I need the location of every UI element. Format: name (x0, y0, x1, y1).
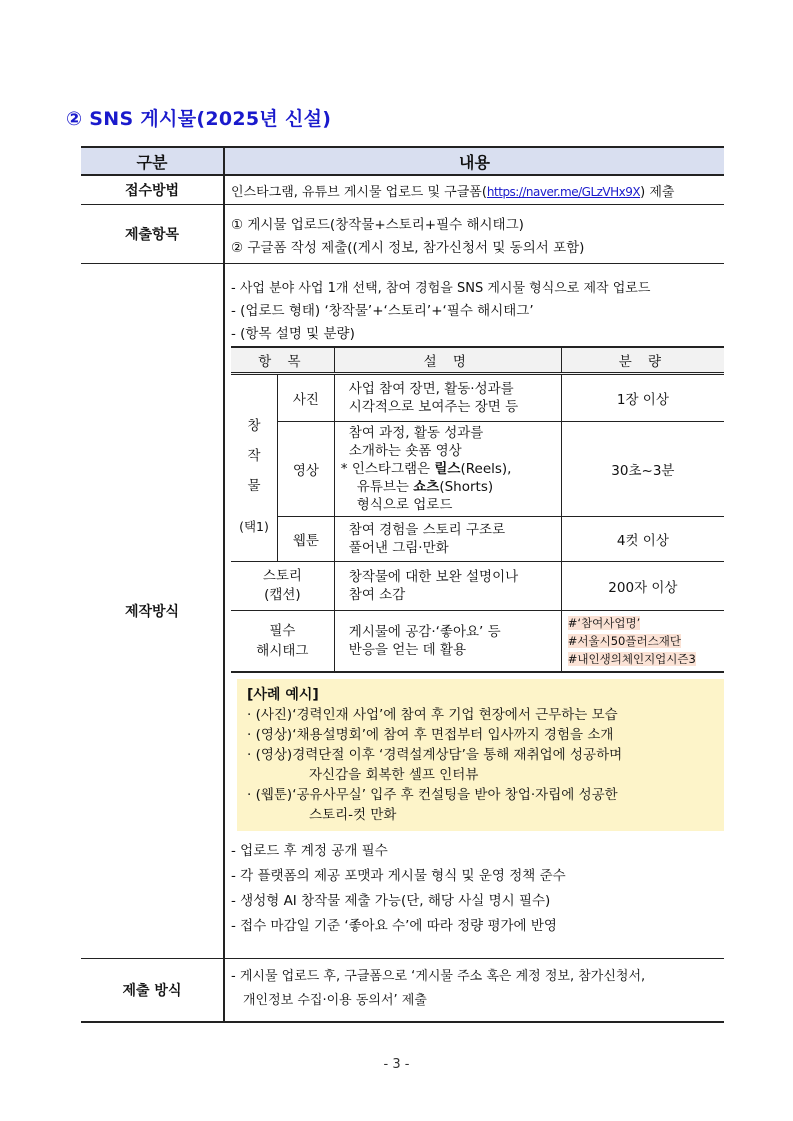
group-char: 물 (247, 478, 261, 494)
item-line: (캡션) (264, 587, 301, 603)
note-line: - 생성형 AI 창작물 제출 가능(단, 해당 사실 명시 필수) (231, 893, 551, 909)
label-submission-method: 제출 방식 (81, 959, 224, 1023)
item-video: 영상 (278, 422, 335, 517)
desc-photo (334, 374, 561, 422)
inner-row-webtoon (231, 517, 724, 562)
reception-text-end: ) 제출 (640, 184, 675, 200)
examples-title: [사례 예시] (247, 687, 319, 703)
desc-webtoon (334, 517, 561, 562)
note-text: (Shorts) (439, 479, 494, 495)
intro-line: - 사업 분야 사업 1개 선택, 참여 경험을 SNS 게시물 형식으로 제작 업로드 (231, 281, 651, 296)
desc-line: 창작물에 대한 보완 설명이나 (348, 569, 519, 585)
reception-text: 인스타그램, 유튜브 게시물 업로드 및 구글폼( (231, 184, 487, 200)
examples-box (237, 679, 724, 831)
submission-items-content (224, 205, 724, 264)
table-header-row (81, 147, 724, 175)
label-reception-method: 접수방법 (81, 175, 224, 205)
note-line: - 각 플랫폼의 제공 포맷과 게시물 형식 및 운영 정책 준수 (231, 868, 566, 884)
creation-group-label (231, 374, 278, 562)
desc-story (334, 562, 561, 611)
label-production-method: 제작방식 (81, 264, 224, 959)
item-spec-table (231, 346, 724, 673)
desc-line: 참여 과정, 활동 성과를 (348, 425, 484, 441)
note-text: * 인스타그램은 (340, 461, 435, 477)
example-item-cont: 자신감을 회복한 셀프 인터뷰 (309, 767, 479, 783)
note-line: - 접수 마감일 기준 ‘좋아요 수’에 따라 정량 평가에 반영 (231, 918, 557, 934)
row-reception-method (81, 175, 724, 205)
hashtag: #‘참여사업명’ (567, 616, 641, 630)
desc-line: 풀어낸 그림·만화 (348, 540, 449, 556)
desc-line: 참여 경험을 스토리 구조로 (348, 522, 506, 538)
submission-line: 개인정보 수집·이용 동의서’ 제출 (243, 993, 427, 1008)
section-title: ② SNS 게시물(2025년 신설) (66, 108, 332, 130)
submission-line: - 게시물 업로드 후, 구글폼으로 ‘게시물 주소 혹은 계정 정보, 참가신청서, (231, 969, 646, 984)
desc-line: 시각적으로 보여주는 장면 등 (348, 399, 519, 415)
hashtag: #내인생의체인지업시즌3 (567, 652, 696, 666)
item-photo: 사진 (278, 374, 335, 422)
example-item-cont: 스토리-컷 만화 (309, 807, 397, 823)
header-content: 내용 (224, 147, 724, 175)
example-item: · (영상)경력단절 이후 ‘경력설계상담’을 통해 재취업에 성공하며 (247, 747, 623, 763)
required-hashtags (561, 611, 724, 673)
note-line: - 업로드 후 계정 공개 필수 (231, 843, 388, 859)
item-hashtag (231, 611, 334, 673)
inner-header-row (231, 347, 724, 374)
desc-note (341, 478, 558, 496)
desc-note (341, 460, 558, 478)
inner-row-hashtag (231, 611, 724, 673)
inner-header-item: 항 목 (231, 347, 334, 374)
submission-method-content (224, 959, 724, 1023)
desc-line: 게시물에 공감·‘좋아요’ 등 (348, 624, 501, 640)
row-submission-items (81, 205, 724, 264)
intro-line: - (업로드 형태) ‘창작물’+‘스토리’+‘필수 해시태그’ (231, 303, 534, 319)
example-item: · (웹툰)‘공유사무실’ 입주 후 컨설팅을 받아 창업·자립에 성공한 (247, 787, 618, 803)
inner-header-amount: 분 량 (561, 347, 724, 374)
inner-header-desc: 설 명 (334, 347, 561, 374)
reels-bold: 릴스 (434, 461, 461, 477)
hashtag: #서울시50플러스재단 (567, 634, 681, 648)
desc-line: 참여 소감 (348, 587, 406, 603)
item-line: 해시태그 (256, 643, 309, 659)
desc-line: 소개하는 숏폼 영상 (348, 443, 462, 459)
row-submission-method (81, 959, 724, 1023)
group-char: 작 (247, 448, 261, 464)
choose-one-note: (택1) (239, 519, 269, 534)
sns-post-table (81, 146, 724, 1023)
item-line: 필수 (269, 623, 296, 639)
submission-item: ② 구글폼 작성 제출((게시 정보, 참가신청서 및 동의서 포함) (231, 239, 585, 256)
item-webtoon: 웹툰 (278, 517, 335, 562)
amount-photo: 1장 이상 (561, 374, 724, 422)
group-char: 창 (247, 418, 261, 434)
item-line: 스토리 (262, 568, 302, 584)
desc-line: 사업 참여 장면, 활동·성과를 (348, 381, 514, 397)
inner-row-story (231, 562, 724, 611)
example-item: · (영상)‘채용설명회’에 참여 후 면접부터 입사까지 경험을 소개 (247, 727, 614, 743)
production-method-content (224, 264, 724, 959)
reception-method-content (224, 175, 724, 205)
note-text: (Reels), (460, 461, 512, 477)
header-category: 구분 (81, 147, 224, 175)
item-story (231, 562, 334, 611)
desc-video (334, 422, 561, 517)
note-text: 유튜브는 (356, 479, 414, 495)
inner-row-photo (231, 374, 724, 422)
inner-row-video (231, 422, 724, 517)
amount-webtoon: 4컷 이상 (561, 517, 724, 562)
desc-note: 형식으로 업로드 (356, 497, 453, 513)
desc-hashtag (334, 611, 561, 673)
row-production-method (81, 264, 724, 959)
example-item: · (사진)‘경력인재 사업’에 참여 후 기업 현장에서 근무하는 모습 (247, 707, 618, 723)
shorts-bold: 쇼츠 (413, 479, 440, 495)
page-number: - 3 - (383, 1057, 410, 1072)
desc-line: 반응을 얻는 데 활용 (348, 642, 466, 658)
amount-story: 200자 이상 (561, 562, 724, 611)
amount-video: 30초~3분 (561, 422, 724, 517)
label-submission-items: 제출항목 (81, 205, 224, 264)
submission-item: ① 게시물 업로드(창작물+스토리+필수 해시태그) (231, 216, 524, 233)
intro-line: - (항목 설명 및 분량) (231, 326, 355, 342)
google-form-link[interactable]: https://naver.me/GLzVHx9X (486, 184, 641, 199)
